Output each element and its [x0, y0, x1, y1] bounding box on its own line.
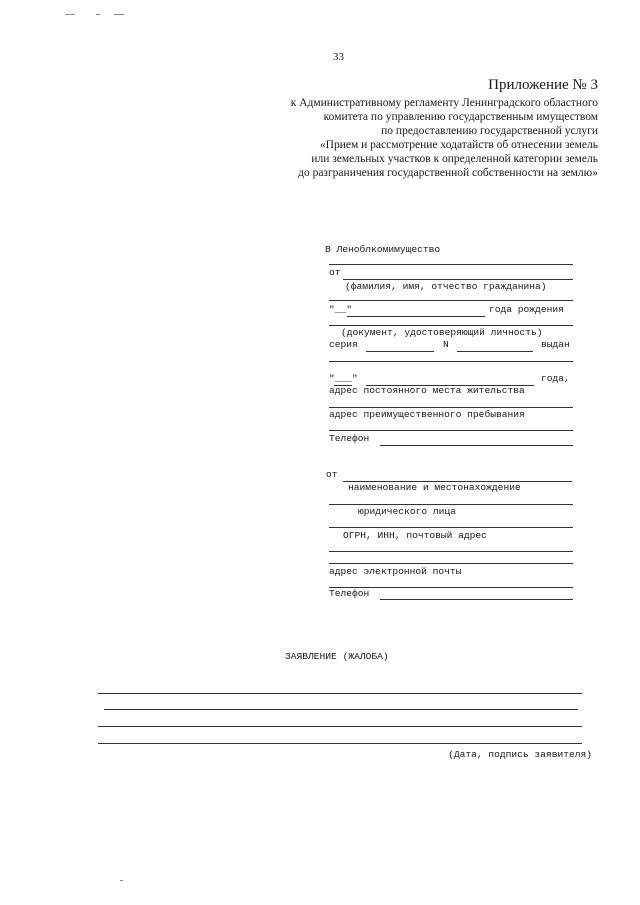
underline [329, 264, 573, 265]
birth-year-label: года рождения [489, 304, 564, 315]
underline [329, 300, 573, 301]
regulation-line-3: по предоставлению государственной услуги [381, 125, 598, 137]
issued-label: выдан [541, 339, 570, 350]
regulation-line-5: или земельных участков к определенной категории земель [311, 153, 598, 165]
regulation-line-6: до разграничения государственной собственности на землю» [298, 167, 598, 179]
org-ids-caption: ОГРН, ИНН, почтовый адрес [343, 530, 487, 541]
scan-speck [96, 14, 100, 15]
document-caption: (документ, удостоверяющий личность) [341, 327, 543, 338]
org-address-field-line[interactable] [329, 563, 573, 564]
regulation-line-1: к Административному регламенту Ленинградского областного [290, 97, 598, 109]
number-field-line[interactable] [457, 351, 533, 352]
org-ids-field-line[interactable] [329, 551, 573, 552]
stay-field-line[interactable] [329, 430, 573, 431]
document-field-line[interactable] [329, 325, 573, 326]
org-phone-field-line[interactable] [380, 599, 573, 600]
residence-label: адрес постоянного места жительства [329, 385, 525, 396]
issue-day-quote: "___" [329, 373, 358, 384]
series-label: серия [329, 339, 358, 350]
addressee: В Леноблкомимущество [325, 244, 441, 255]
email-label: адрес электронной почты [329, 566, 462, 577]
statement-text-line[interactable] [104, 709, 578, 710]
appendix-title: Приложение № 3 [488, 77, 598, 93]
residence-field-line[interactable] [329, 407, 573, 408]
birth-date-field-line[interactable] [347, 316, 485, 317]
scan-speck [65, 14, 75, 15]
page-number: 33 [333, 51, 344, 63]
org-phone-label: Телефон [329, 588, 370, 599]
statement-text-line[interactable] [98, 726, 582, 727]
fio-field-line[interactable] [343, 279, 573, 280]
birth-day-quote: "__" [329, 304, 353, 315]
series-field-line[interactable] [366, 351, 434, 352]
scan-speck [114, 14, 124, 15]
statement-text-line[interactable] [98, 743, 582, 744]
stay-label: адрес преимущественного пребывания [329, 409, 525, 420]
regulation-line-4: «Прием и рассмотрение ходатайств об отнесении земель [319, 139, 598, 151]
statement-title: ЗАЯВЛЕНИЕ (ЖАЛОБА) [285, 651, 389, 662]
issued-by-field-line[interactable] [329, 361, 573, 362]
fio-caption: (фамилия, имя, отчество гражданина) [345, 281, 547, 292]
signature-caption: (Дата, подпись заявителя) [448, 749, 592, 760]
scan-speck [120, 880, 123, 881]
phone-field-line[interactable] [380, 445, 573, 446]
number-label: N [443, 339, 449, 350]
org-legal-caption: юридического лица [358, 506, 456, 517]
year-label: года, [541, 373, 570, 384]
regulation-line-2: комитета по управлению государственным имуществом [323, 111, 598, 123]
org-legal-field-line[interactable] [329, 527, 573, 528]
phone-label: Телефон [329, 433, 370, 444]
org-from-label: от [326, 469, 338, 480]
from-label: от [329, 267, 341, 278]
statement-text-line[interactable] [98, 693, 582, 694]
org-location-field-line[interactable] [329, 504, 573, 505]
org-name-caption: наименование и местонахождение [348, 482, 521, 493]
